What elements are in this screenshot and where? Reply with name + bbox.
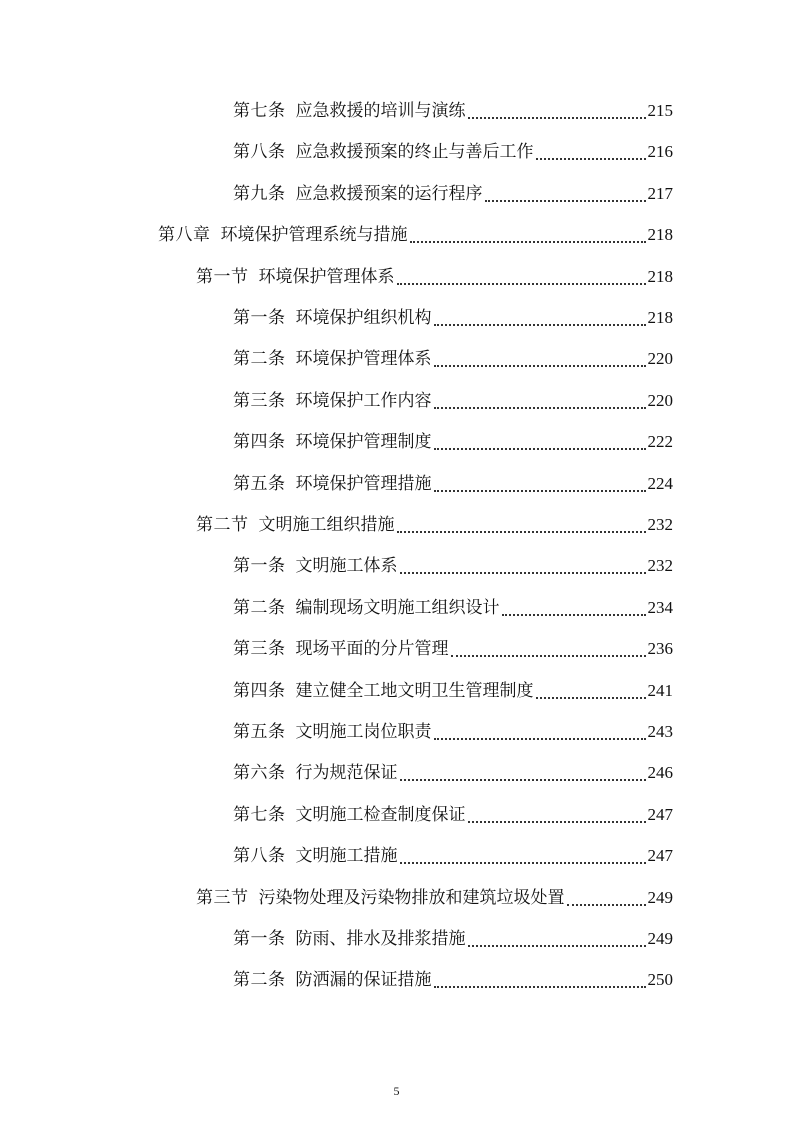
toc-entry[interactable] xyxy=(233,344,673,370)
toc-entry-title: 环境保护管理体系 xyxy=(258,266,395,287)
toc-entry[interactable] xyxy=(196,883,673,909)
dot-leader xyxy=(410,227,646,243)
dot-leader xyxy=(468,103,646,119)
toc-entry-number: 第八条 xyxy=(233,846,286,867)
dot-leader xyxy=(400,765,646,781)
toc-entry-title: 防雨、排水及排浆措施 xyxy=(295,929,466,949)
toc-entry-number: 第五条 xyxy=(233,722,286,742)
toc-entry-title: 文明施工措施 xyxy=(295,846,398,867)
toc-entry-title: 现场平面的分片管理 xyxy=(295,639,449,660)
toc-entry-title: 应急救援预案的终止与善后工作 xyxy=(295,142,534,163)
toc-entry-number: 第五条 xyxy=(233,473,286,494)
toc-entry-number: 第四条 xyxy=(233,680,286,701)
toc-entry[interactable] xyxy=(233,137,673,163)
toc-entry-page: 232 xyxy=(647,515,673,534)
toc-entry-title: 应急救援的培训与演练 xyxy=(295,101,466,121)
toc-entry-title: 环境保护组织机构 xyxy=(295,308,432,328)
toc-entry-number: 第二条 xyxy=(233,597,286,618)
toc-entry-page: 232 xyxy=(647,556,673,576)
toc-entry-number: 第一条 xyxy=(233,308,286,328)
toc-entry-number: 第九条 xyxy=(233,183,286,204)
toc-entry[interactable] xyxy=(233,427,673,453)
toc-entry[interactable] xyxy=(233,386,673,412)
toc-entry[interactable] xyxy=(233,924,673,950)
dot-leader xyxy=(468,931,646,947)
toc-entry[interactable] xyxy=(233,800,673,826)
toc-entry-page: 218 xyxy=(647,266,673,286)
toc-entry-title: 编制现场文明施工组织设计 xyxy=(295,597,500,618)
toc-entry[interactable] xyxy=(233,593,673,619)
toc-entry[interactable] xyxy=(233,758,673,784)
toc-entry-page: 241 xyxy=(647,680,673,700)
toc-entry-title: 防洒漏的保证措施 xyxy=(295,970,432,991)
dot-leader xyxy=(434,724,646,740)
toc-entry-title: 污染物处理及污染物排放和建筑垃圾处置 xyxy=(258,887,565,908)
toc-entry[interactable] xyxy=(233,717,673,743)
dot-leader xyxy=(397,269,646,285)
dot-leader xyxy=(536,683,646,699)
toc-entry-title: 环境保护管理系统与措施 xyxy=(220,225,408,246)
toc-entry-title: 环境保护管理措施 xyxy=(295,473,432,494)
toc-entry-page: 224 xyxy=(647,473,673,493)
toc-entry-page: 217 xyxy=(647,183,673,203)
toc-entry-number: 第七条 xyxy=(233,804,286,825)
toc-entry-page: 220 xyxy=(647,349,673,369)
dot-leader xyxy=(536,144,646,160)
toc-entry-title: 应急救援预案的运行程序 xyxy=(295,183,483,204)
dot-leader xyxy=(485,186,646,202)
toc-entry-page: 222 xyxy=(647,432,673,452)
dot-leader xyxy=(397,517,646,533)
toc-entry-title: 环境保护工作内容 xyxy=(295,390,432,411)
toc-entry-title: 文明施工组织措施 xyxy=(258,515,395,535)
toc-entry-title: 环境保护管理体系 xyxy=(295,349,432,370)
toc-entry-page: 249 xyxy=(647,887,673,907)
toc-entry[interactable] xyxy=(233,303,673,329)
toc-entry-number: 第七条 xyxy=(233,101,286,121)
toc-entry-title: 文明施工检查制度保证 xyxy=(295,804,466,825)
toc-entry-number: 第四条 xyxy=(233,432,286,453)
toc-entry[interactable] xyxy=(196,510,673,536)
dot-leader xyxy=(502,600,646,616)
toc-entry-number: 第六条 xyxy=(233,763,286,784)
dot-leader xyxy=(434,393,646,409)
toc-entry-number: 第三条 xyxy=(233,639,286,660)
toc-entry-page: 246 xyxy=(647,763,673,783)
toc-entry-page: 218 xyxy=(647,308,673,327)
toc-entry-number: 第八章 xyxy=(158,225,211,246)
toc-entry-title: 文明施工岗位职责 xyxy=(295,722,432,742)
toc-entry-page: 247 xyxy=(647,846,673,866)
toc-entry[interactable] xyxy=(233,634,673,660)
toc-entry-number: 第一条 xyxy=(233,929,286,949)
toc-entry-title: 文明施工体系 xyxy=(295,556,398,577)
toc-entry-page: 215 xyxy=(647,101,673,120)
toc-entry-number: 第一节 xyxy=(196,266,249,287)
toc-entry-number: 第二条 xyxy=(233,349,286,370)
dot-leader xyxy=(434,434,646,450)
dot-leader xyxy=(451,641,646,657)
toc-entry-page: 243 xyxy=(647,722,673,741)
toc-entry-number: 第一条 xyxy=(233,556,286,577)
dot-leader xyxy=(468,807,646,823)
dot-leader xyxy=(400,558,646,574)
toc-entry-page: 247 xyxy=(647,804,673,824)
toc-entry-page: 218 xyxy=(647,225,673,245)
toc-entry-title: 行为规范保证 xyxy=(295,763,398,784)
toc-entry-page: 250 xyxy=(647,970,673,990)
toc-entry-page: 249 xyxy=(647,929,673,948)
toc-entry[interactable] xyxy=(233,841,673,867)
page-number: 5 xyxy=(393,1084,400,1098)
toc-entry-page: 216 xyxy=(647,142,673,162)
toc-entry-number: 第三条 xyxy=(233,390,286,411)
toc-entry-number: 第二节 xyxy=(196,515,249,535)
toc-entry[interactable] xyxy=(196,262,673,288)
toc-entry[interactable] xyxy=(233,965,673,991)
toc-entry-page: 234 xyxy=(647,597,673,617)
toc-entry[interactable] xyxy=(158,220,673,246)
toc-entry-number: 第三节 xyxy=(196,887,249,908)
toc-entry-page: 236 xyxy=(647,639,673,659)
toc-entry[interactable] xyxy=(233,676,673,702)
toc-entry[interactable] xyxy=(233,96,673,122)
toc-entry-page: 220 xyxy=(647,390,673,410)
toc-entry[interactable] xyxy=(233,551,673,577)
dot-leader xyxy=(434,310,646,326)
toc-entry-title: 环境保护管理制度 xyxy=(295,432,432,453)
toc-entry[interactable] xyxy=(233,179,673,205)
toc-entry-number: 第二条 xyxy=(233,970,286,991)
dot-leader xyxy=(400,848,646,864)
toc-entry-number: 第八条 xyxy=(233,142,286,163)
dot-leader xyxy=(434,351,646,367)
toc-entry-title: 建立健全工地文明卫生管理制度 xyxy=(295,680,534,701)
dot-leader xyxy=(434,476,646,492)
toc-entry[interactable] xyxy=(233,469,673,495)
dot-leader xyxy=(434,972,646,988)
dot-leader xyxy=(567,890,646,906)
